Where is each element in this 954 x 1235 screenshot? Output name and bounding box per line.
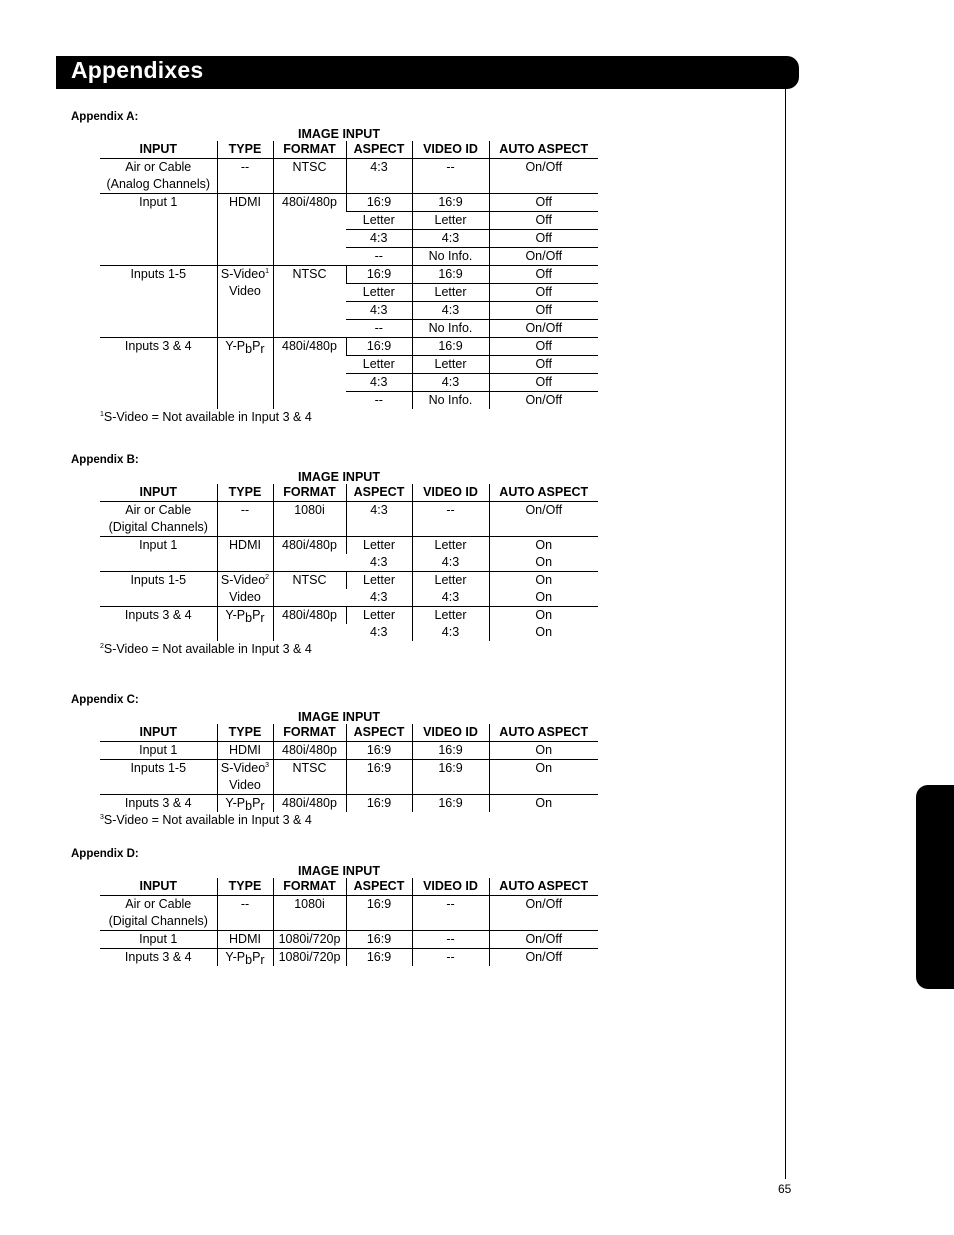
image-input-header: IMAGE INPUT [298,864,380,878]
cell-auto-aspect: On [489,537,598,555]
cell-video-id: No Info. [412,248,489,266]
cell-video-id: 16:9 [412,266,489,284]
appendix-b-table [100,484,598,641]
ypbpr-r: r [260,953,265,967]
cell-aspect: 16:9 [346,931,412,949]
page-number: 65 [778,1182,792,1196]
appendix-a-footnote [100,409,598,426]
col-input: INPUT [100,141,217,159]
header-banner [56,56,799,89]
type-video: Video [229,284,261,298]
cell-aspect: Letter [346,607,412,625]
table-row [100,949,598,967]
appendix-c [71,694,598,829]
col-input: INPUT [100,878,217,896]
cell-auto-aspect: On [489,589,598,607]
appendix-d-label: Appendix D: [71,848,139,860]
table-row [100,572,598,590]
cell-video-id: -- [412,502,489,537]
cell-video-id: -- [412,931,489,949]
col-input: INPUT [100,484,217,502]
col-video-id: VIDEO ID [412,878,489,896]
cell-format: 1080i/720p [273,949,346,967]
col-video-id: VIDEO ID [412,484,489,502]
ypbpr-r: r [260,611,265,625]
cell-auto-aspect: On [489,572,598,590]
cell-aspect: -- [346,248,412,266]
appendix-b-footnote [100,641,598,658]
appendix-c-label: Appendix C: [71,694,139,706]
col-type: TYPE [217,724,273,742]
cell-type: -- [217,896,273,931]
footnote-text: S-Video = Not available in Input 3 & 4 [103,642,312,656]
cell-format: NTSC [273,572,346,607]
cell-input: Input 1 [100,194,217,266]
col-type: TYPE [217,878,273,896]
col-aspect: ASPECT [346,878,412,896]
ypbpr-y: Y-P [225,796,246,810]
type-svideo: S-Video [220,761,266,775]
appendix-a [71,111,598,426]
cell-aspect: 4:3 [370,555,388,569]
cell-type [217,949,273,967]
col-video-id: VIDEO ID [412,724,489,742]
cell-input: Air or Cable [125,897,192,911]
ypbpr-b: b [245,611,253,625]
table-row [100,742,598,760]
page-title: Appendixes [71,57,204,83]
cell-auto-aspect: Off [489,230,598,248]
cell-auto-aspect: On [489,624,598,641]
col-input: INPUT [100,724,217,742]
cell-format: NTSC [273,760,346,795]
cell-video-id: Letter [412,212,489,230]
col-auto-aspect: AUTO ASPECT [489,724,598,742]
cell-format: NTSC [273,159,346,194]
cell-aspect: -- [346,320,412,338]
cell-auto-aspect: On [489,554,598,572]
cell-auto-aspect: On/Off [489,159,598,194]
table-row [100,931,598,949]
cell-aspect: Letter [346,356,412,374]
cell-input: Input 1 [100,931,217,949]
cell-type: -- [217,502,273,537]
cell-video-id: 4:3 [412,554,489,572]
cell-video-id: 4:3 [412,230,489,248]
table-row [100,607,598,625]
cell-format: 1080i [273,896,346,931]
cell-format: 1080i/720p [273,931,346,949]
cell-video-id: -- [412,949,489,967]
col-type: TYPE [217,141,273,159]
footnote-marker: 3 [100,814,104,821]
table-row [100,502,598,520]
cell-video-id: Letter [412,284,489,302]
table-row [100,338,598,356]
ypbpr-b: b [245,799,253,813]
cell-input: Air or Cable [125,160,192,174]
footnote-marker: 3 [265,762,270,769]
ypbpr-p: P [252,950,261,964]
image-input-header: IMAGE INPUT [298,470,380,484]
cell-format: 480i/480p [273,607,346,642]
type-svideo: S-Video [220,267,266,281]
cell-aspect: 16:9 [346,760,412,795]
cell-input: (Digital Channels) [108,914,208,928]
cell-video-id: 16:9 [412,760,489,795]
cell-aspect: 16:9 [346,266,412,284]
col-auto-aspect: AUTO ASPECT [489,141,598,159]
cell-type: -- [217,159,273,194]
ypbpr-p: P [252,339,261,353]
cell-type [217,338,273,410]
cell-auto-aspect: On [489,795,598,813]
col-aspect: ASPECT [346,484,412,502]
cell-video-id: Letter [412,572,489,590]
cell-video-id: 4:3 [412,374,489,392]
ypbpr-p: P [252,608,261,622]
cell-aspect: 16:9 [346,338,412,356]
table-row [100,194,598,212]
cell-aspect: -- [346,392,412,410]
footnote-text: S-Video = Not available in Input 3 & 4 [103,813,312,827]
cell-input: (Analog Channels) [106,177,211,191]
type-video: Video [229,590,261,604]
appendix-d [71,848,598,966]
cell-video-id: 4:3 [412,589,489,607]
cell-auto-aspect: Off [489,194,598,212]
cell-aspect: 16:9 [346,194,412,212]
cell-input: Inputs 1-5 [100,760,217,795]
cell-auto-aspect: On/Off [489,320,598,338]
cell-auto-aspect: On/Off [489,896,598,931]
cell-auto-aspect: On/Off [489,248,598,266]
cell-video-id: 16:9 [412,338,489,356]
cell-input: Inputs 3 & 4 [100,795,217,813]
cell-auto-aspect: Off [489,302,598,320]
cell-input: Input 1 [139,743,178,757]
ypbpr-b: b [245,342,253,356]
image-input-header: IMAGE INPUT [298,127,380,141]
cell-video-id: No Info. [412,320,489,338]
cell-video-id: 16:9 [412,795,489,813]
cell-video-id: Letter [412,356,489,374]
cell-input: Inputs 3 & 4 [100,338,217,410]
cell-type [217,760,273,795]
table-header-row [100,724,598,742]
cell-auto-aspect: Off [489,284,598,302]
cell-video-id: Letter [412,537,489,555]
cell-format: 1080i [273,502,346,537]
cell-input: Inputs 3 & 4 [100,607,217,642]
cell-format: 480i/480p [273,537,346,572]
cell-video-id: -- [412,896,489,931]
footnote-text: S-Video = Not available in Input 3 & 4 [103,410,312,424]
col-auto-aspect: AUTO ASPECT [489,484,598,502]
cell-auto-aspect: Off [489,356,598,374]
col-format: FORMAT [273,724,346,742]
cell-aspect: 16:9 [346,795,412,813]
cell-auto-aspect: Off [489,212,598,230]
table-header-row [100,141,598,159]
cell-auto-aspect: Off [489,338,598,356]
cell-type [217,572,273,607]
cell-aspect: 4:3 [346,230,412,248]
ypbpr-y: Y-P [225,339,246,353]
image-input-header: IMAGE INPUT [298,710,380,724]
ypbpr-y: Y-P [225,950,246,964]
ypbpr-r: r [260,342,265,356]
cell-video-id: Letter [412,607,489,625]
col-video-id: VIDEO ID [412,141,489,159]
cell-type: HDMI [217,194,273,266]
cell-auto-aspect: Off [489,374,598,392]
cell-auto-aspect: On [489,742,598,760]
appendix-c-footnote [100,812,598,829]
col-format: FORMAT [273,141,346,159]
table-row [100,159,598,177]
cell-type: HDMI [217,742,273,760]
cell-aspect: Letter [346,212,412,230]
cell-format: 480i/480p [273,742,346,760]
cell-video-id: 4:3 [412,624,489,641]
cell-auto-aspect: On [489,607,598,625]
cell-input: Inputs 3 & 4 [100,949,217,967]
appendix-c-table [100,724,598,812]
cell-format: NTSC [273,266,346,338]
cell-auto-aspect: On [489,760,598,795]
table-header-row [100,484,598,502]
cell-format: 480i/480p [273,338,346,410]
cell-input: Input 1 [100,537,217,572]
table-row [100,266,598,284]
cell-type [217,266,273,338]
footnote-marker: 1 [100,411,104,418]
cell-video-id: 16:9 [412,742,489,760]
col-auto-aspect: AUTO ASPECT [489,878,598,896]
table-row [100,795,598,813]
type-svideo: S-Video [220,573,266,587]
cell-video-id: -- [412,159,489,194]
appendix-b [71,454,598,658]
appendix-a-table [100,141,598,409]
ypbpr-y: Y-P [225,608,246,622]
cell-format: 480i/480p [273,194,346,266]
cell-input: Air or Cable [125,503,192,517]
table-header-row [100,878,598,896]
cell-aspect: 4:3 [346,374,412,392]
vertical-rule [785,89,786,1179]
cell-type [217,795,273,813]
cell-input: Inputs 1-5 [100,266,217,338]
cell-aspect: 4:3 [346,502,412,537]
cell-aspect: Letter [346,572,412,590]
cell-aspect: 4:3 [370,590,388,604]
col-type: TYPE [217,484,273,502]
cell-video-id: 16:9 [412,194,489,212]
cell-video-id: 4:3 [412,302,489,320]
col-format: FORMAT [273,878,346,896]
footnote-marker: 2 [100,643,104,650]
appendix-a-label: Appendix A: [71,111,139,123]
appendix-d-table [100,878,598,966]
cell-aspect: Letter [346,537,412,555]
appendix-b-label: Appendix B: [71,454,139,466]
table-row [100,537,598,555]
cell-aspect: Letter [346,284,412,302]
col-aspect: ASPECT [346,141,412,159]
cell-type [217,607,273,642]
ypbpr-p: P [252,796,261,810]
col-format: FORMAT [273,484,346,502]
cell-auto-aspect: On/Off [489,931,598,949]
table-row [100,896,598,914]
cell-input: Inputs 1-5 [100,572,217,607]
cell-auto-aspect: On/Off [489,949,598,967]
cell-type: HDMI [217,537,273,572]
cell-aspect: 4:3 [346,159,412,194]
col-aspect: ASPECT [346,724,412,742]
cell-aspect: 4:3 [370,625,388,639]
section-tab [916,785,954,989]
cell-aspect: 4:3 [346,302,412,320]
cell-aspect: 16:9 [346,949,412,967]
cell-auto-aspect: On/Off [489,502,598,537]
cell-video-id: No Info. [412,392,489,410]
cell-auto-aspect: On/Off [489,392,598,410]
ypbpr-r: r [260,799,265,813]
cell-input: (Digital Channels) [108,520,208,534]
cell-type: HDMI [217,931,273,949]
cell-aspect: 16:9 [346,742,412,760]
footnote-marker: 1 [265,268,270,275]
cell-aspect: 16:9 [346,896,412,931]
cell-auto-aspect: Off [489,266,598,284]
footnote-marker: 2 [265,574,270,581]
cell-format: 480i/480p [273,795,346,813]
type-video: Video [229,778,261,792]
ypbpr-b: b [245,953,253,967]
